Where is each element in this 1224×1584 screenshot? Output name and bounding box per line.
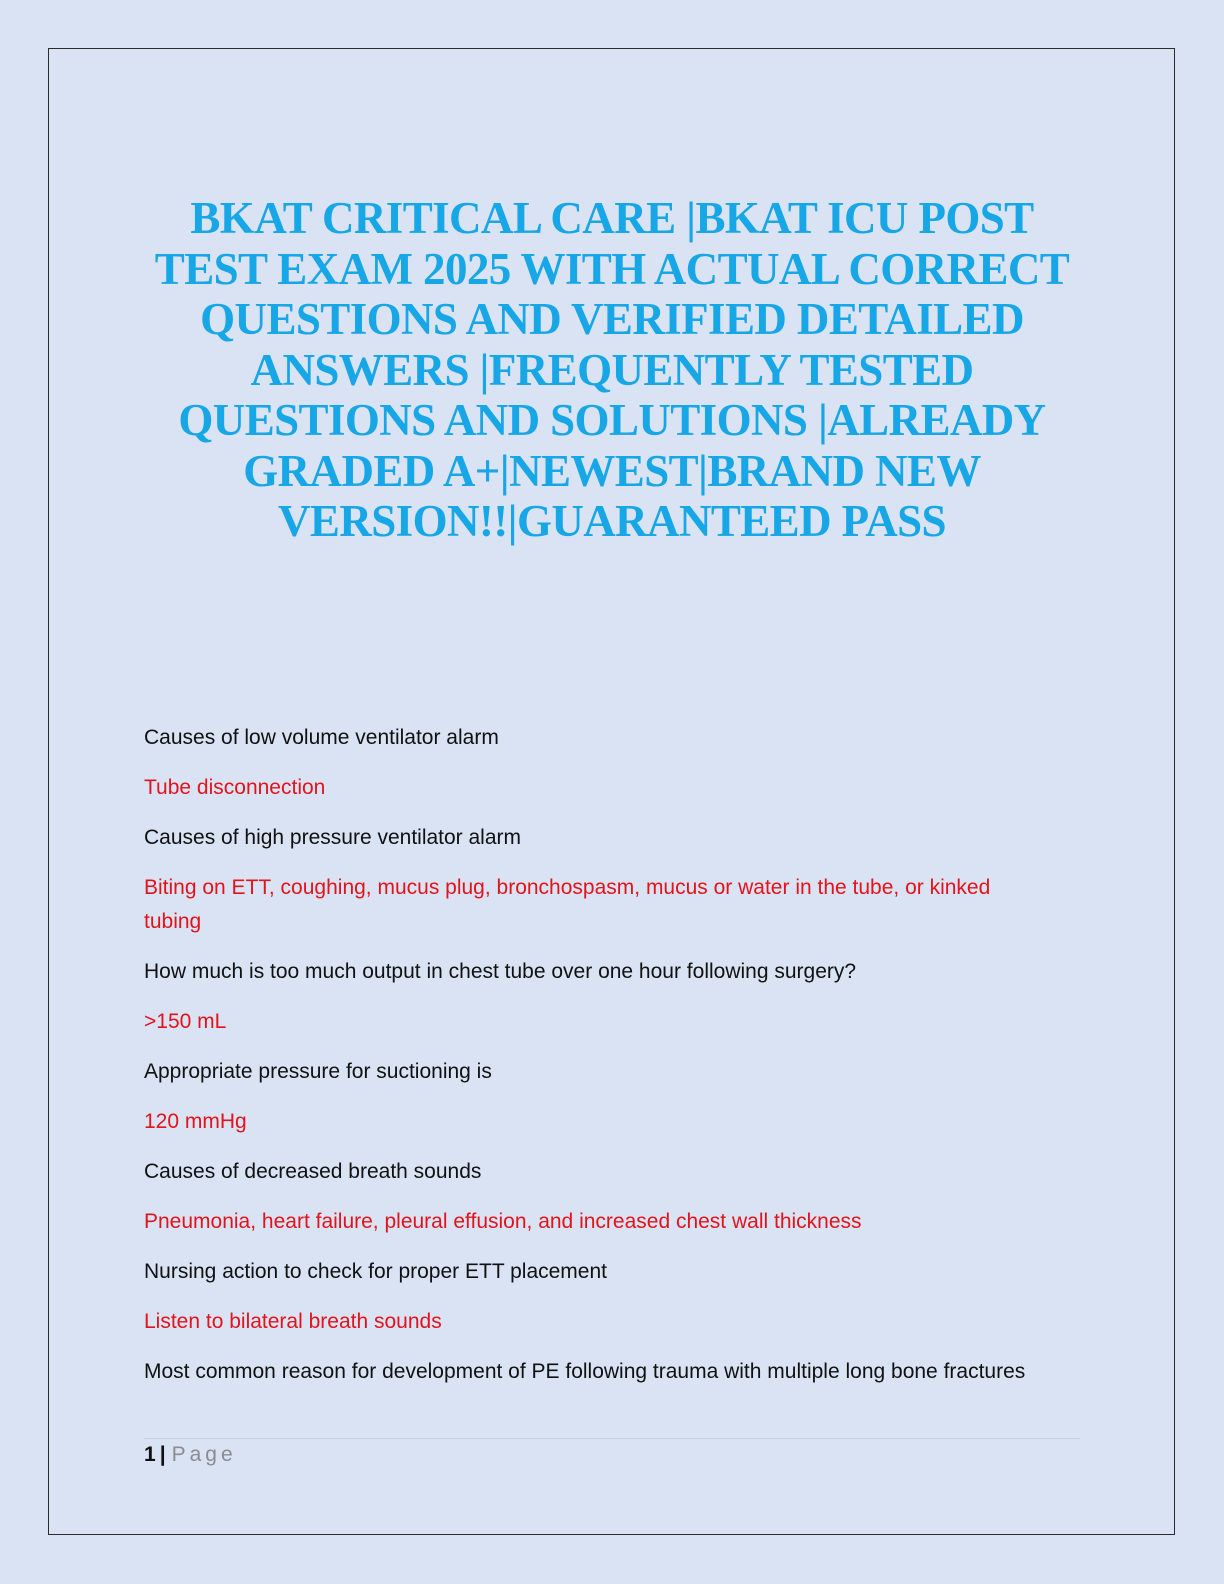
- answer-text: Tube disconnection: [144, 776, 326, 799]
- footer-separator: |: [159, 1443, 166, 1466]
- footer-divider: [144, 1438, 1080, 1439]
- question-text: Causes of high pressure ventilator alarm: [144, 826, 522, 849]
- question-text: Causes of decreased breath sounds: [144, 1160, 482, 1183]
- qa-list: [144, 721, 1044, 1405]
- document-title: BKAT CRITICAL CARE |BKAT ICU POST TEST EXAM 2025 WITH ACTUAL CORRECT QUESTIONS AND VERIFIED DETAILED ANSWERS |FREQUENTLY TESTED QUESTIONS AND SOLUTIONS |ALREADY GRADED A+|NEWEST|BRAND NEW VERSION!!|GUARANTEED PASS: [154, 193, 1070, 546]
- answer-text: >150 mL: [144, 1010, 227, 1033]
- page-label: Page: [171, 1443, 237, 1466]
- question-text: Causes of low volume ventilator alarm: [144, 726, 499, 749]
- answer-text: Pneumonia, heart failure, pleural effusion, and increased chest wall thickness: [144, 1210, 862, 1233]
- question-text: Nursing action to check for proper ETT placement: [144, 1260, 607, 1283]
- question-text: Appropriate pressure for suctioning is: [144, 1060, 492, 1083]
- answer-text: Listen to bilateral breath sounds: [144, 1310, 442, 1333]
- page-number: 1: [144, 1443, 156, 1466]
- answer-text: Biting on ETT, coughing, mucus plug, bronchospasm, mucus or water in the tube, or kinked tubing: [144, 876, 991, 933]
- question-text: Most common reason for development of PE following trauma with multiple long bone fractures: [144, 1360, 1026, 1383]
- page-footer: [144, 1442, 237, 1468]
- answer-text: 120 mmHg: [144, 1110, 247, 1133]
- question-text: How much is too much output in chest tube over one hour following surgery?: [144, 960, 857, 983]
